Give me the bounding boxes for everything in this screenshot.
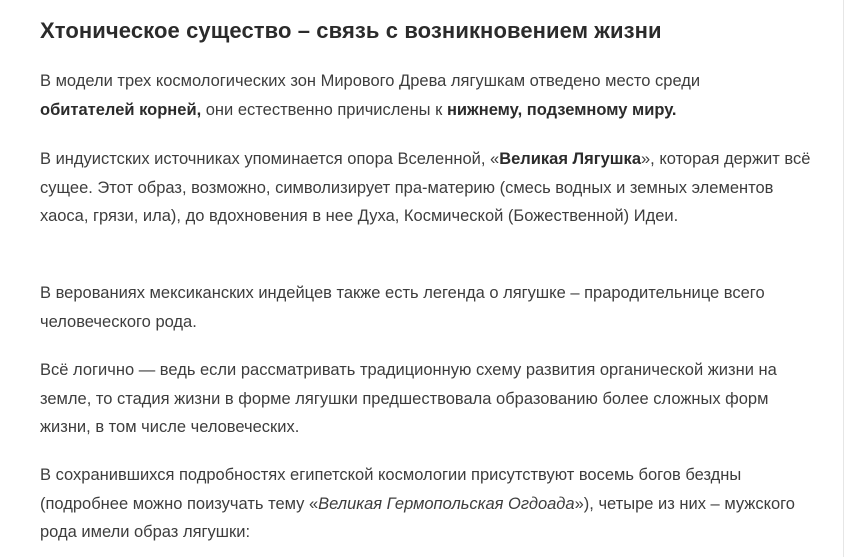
paragraph-world-tree: [40, 67, 815, 124]
paragraph-text: они естественно причислены к: [201, 100, 447, 119]
paragraph-evolution: Всё логично — ведь если рассматривать традиционную схему развития органической жизни на земле, то стадия жизни в форме лягушки предшествовала образованию более сложных форм жизни, в том числе человеческих.: [40, 361, 777, 436]
bold-great-frog: Великая Лягушка: [499, 150, 641, 168]
section-heading: Хтоническое существо – связь с возникновением жизни: [40, 18, 662, 43]
paragraph-text: В индуистских источниках упоминается опора Вселенной, «: [40, 150, 500, 168]
italic-ogdoad: Великая Гермопольская Огдоада: [318, 494, 575, 513]
paragraph-text: »), четыре из них – мужского рода имели образ лягушки:: [40, 494, 795, 541]
paragraph-egyptian-cosmology: [40, 461, 815, 547]
paragraph-hindu-sources: [40, 145, 815, 231]
paragraph-mexican-beliefs: В верованиях мексиканских индейцев также есть легенда о лягушке – прародительнице всего человеческого рода.: [40, 284, 765, 331]
bold-underworld: нижнему, подземному миру.: [446, 100, 677, 119]
paragraph-text: », которая держит всё сущее. Этот образ, возможно, символизирует пра-материю (смесь водных и земных элементов хаоса, грязи, ила), до вдохновения в нее Духа, Космической (Божественной) Идеи.: [40, 150, 811, 225]
paragraph-text: В сохранившихся подробностях египетской космологии присутствуют восемь богов бездны (подробнее можно поизучать тему «: [40, 466, 742, 513]
page-edge-divider: [843, 0, 844, 557]
paragraph-text: В модели трех космологических зон Мирового Древа лягушкам отведено место среди: [40, 72, 701, 90]
bold-root-dwellers: обитателей корней,: [40, 100, 202, 119]
